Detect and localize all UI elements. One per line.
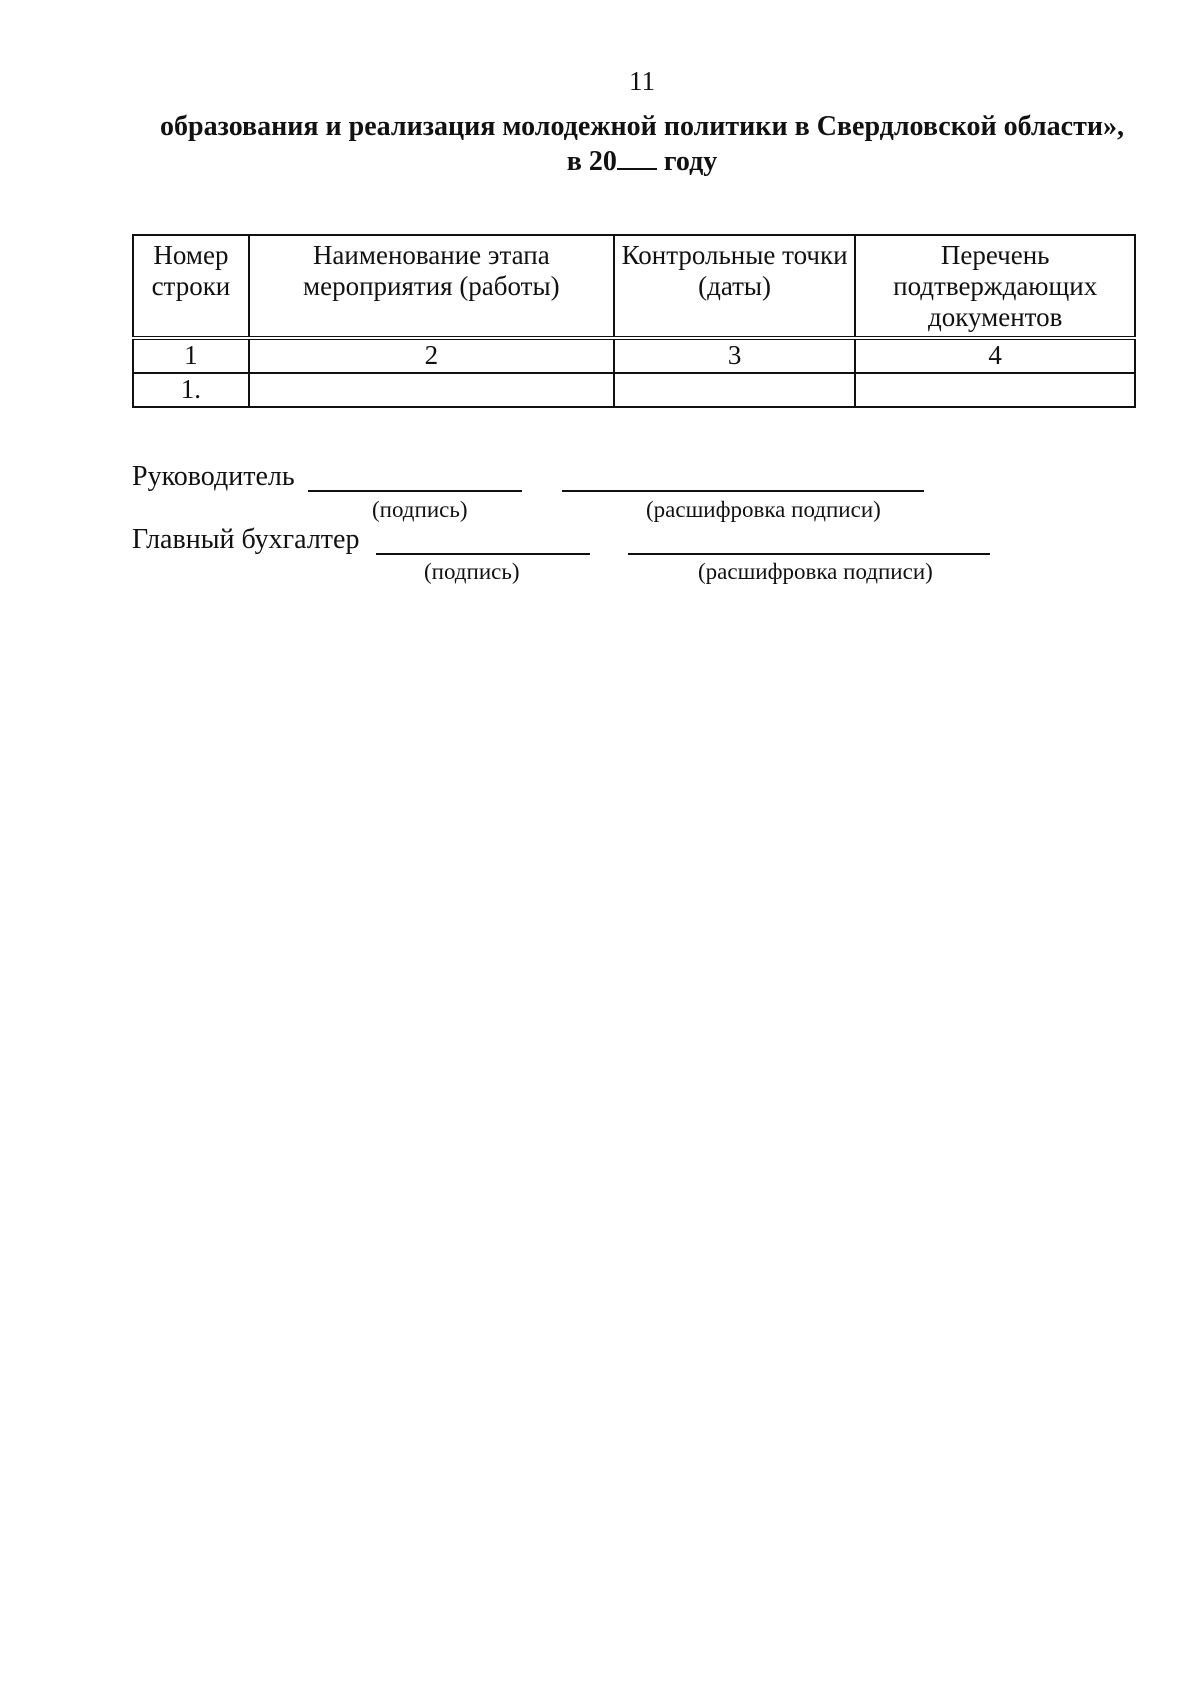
table-cell-documents <box>855 373 1135 407</box>
document-heading-line-2 <box>120 144 1164 179</box>
accountant-signature-line <box>376 553 590 555</box>
table-header-row <box>133 235 1135 338</box>
accountant-label: Главный бухгалтер <box>132 524 360 555</box>
column-index: 3 <box>614 338 856 373</box>
year-suffix: году <box>663 146 718 177</box>
column-header-control-dates: Контрольные точки (даты) <box>614 235 856 338</box>
head-signature-line <box>308 490 522 492</box>
column-header-documents: Перечень подтверждающих документов <box>855 235 1135 338</box>
year-blank <box>617 144 657 170</box>
table-cell-stage-name <box>249 373 614 407</box>
column-header-row-number: Номер строки <box>133 235 249 338</box>
column-index: 2 <box>249 338 614 373</box>
page-number: 11 <box>629 66 655 96</box>
stages-table <box>132 234 1136 408</box>
column-index: 4 <box>855 338 1135 373</box>
accountant-decoding-caption: (расшифровка подписи) <box>698 559 933 584</box>
document-heading-line-1: образования и реализация молодежной политики в Свердловской области», <box>160 111 1124 142</box>
accountant-signature-caption: (подпись) <box>424 559 520 584</box>
column-header-stage-name: Наименование этапа мероприятия (работы) <box>249 235 614 338</box>
head-label: Руководитель <box>132 461 295 492</box>
head-signature-caption: (подпись) <box>372 497 468 522</box>
head-decoding-caption: (расшифровка подписи) <box>646 497 881 522</box>
table-cell-control-dates <box>614 373 856 407</box>
column-index-row <box>133 338 1135 373</box>
accountant-decoding-line <box>628 553 990 555</box>
head-decoding-line <box>562 490 924 492</box>
table-row <box>133 373 1135 407</box>
column-index: 1 <box>133 338 249 373</box>
year-prefix: в 20 <box>566 146 617 177</box>
table-cell-row-number: 1. <box>133 373 249 407</box>
